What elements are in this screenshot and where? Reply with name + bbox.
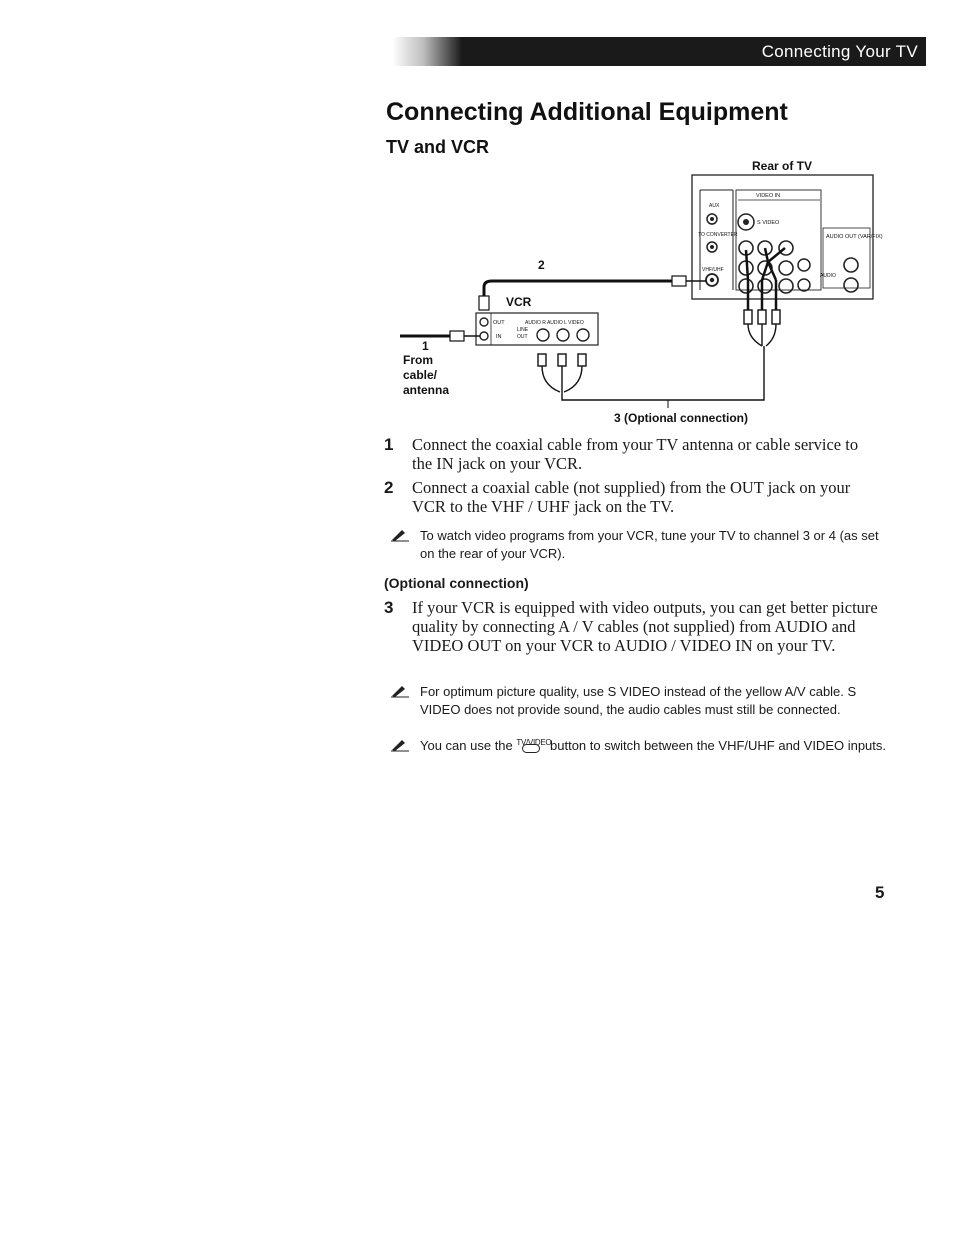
vcr-out-label: OUT	[493, 320, 505, 326]
pencil-note-icon	[390, 738, 410, 752]
header-fade	[392, 37, 462, 66]
note-text: To watch video programs from your VCR, tune your TV to channel 3 or 4 (as set on the rear of your VCR).	[420, 528, 879, 561]
s-video-label: S VIDEO	[757, 220, 780, 226]
step-text: Connect the coaxial cable from your TV antenna or cable service to the IN jack on your VCR.	[412, 435, 859, 473]
section-title: TV and VCR	[386, 137, 490, 157]
step-number: 2	[384, 478, 394, 497]
optional-connection-label: 3 (Optional connection)	[614, 411, 748, 425]
vcr-out-jack	[480, 318, 488, 326]
video-in-label: VIDEO IN	[756, 193, 781, 199]
pencil-note-icon	[390, 528, 410, 542]
running-header: Connecting Your TV	[761, 42, 918, 61]
step-1	[384, 435, 884, 475]
cable-2-label: 2	[538, 258, 545, 272]
cable-label: cable/	[403, 368, 438, 382]
page-number: 5	[875, 883, 885, 902]
vcr-line-label: LINE	[517, 327, 529, 333]
connection-diagram	[380, 150, 900, 430]
audio-out-label: AUDIO OUT (VAR/FIX)	[826, 234, 883, 240]
pencil-note-icon	[390, 684, 410, 698]
audio-label: AUDIO	[820, 273, 836, 279]
vcr-in-jack	[480, 332, 488, 340]
vcr-label: VCR	[506, 295, 532, 309]
step-3	[384, 598, 884, 676]
note-3-before: You can use the	[420, 738, 513, 753]
rear-of-tv-label: Rear of TV	[752, 159, 813, 173]
step-number: 1	[384, 435, 394, 454]
vcr-in-label: IN	[496, 334, 502, 340]
note-3-after: button to switch between the VHF/UHF and VIDEO inputs.	[550, 738, 887, 753]
page-title: Connecting Additional Equipment	[386, 98, 788, 126]
note-2	[390, 683, 890, 721]
antenna-label: antenna	[403, 383, 450, 397]
step-text: Connect a coaxial cable (not supplied) from the OUT jack on your VCR to the VHF / UHF jack on the TV.	[412, 478, 851, 516]
note-text: For optimum picture quality, use S VIDEO instead of the yellow A/V cable. S VIDEO does not provide sound, the audio cables must still be connected.	[420, 684, 857, 717]
note-text	[420, 737, 890, 755]
from-label: From	[403, 353, 433, 367]
vcr-line-out-label: OUT	[517, 334, 528, 340]
tv-video-button-label: TV/VIDEO	[516, 738, 552, 747]
step-number: 3	[384, 598, 394, 617]
vhf-uhf-label: VHF/UHF	[702, 267, 724, 273]
step-text: If your VCR is equipped with video outputs, you can get better picture quality by connecting A / V cables (not supplied) from AUDIO and VIDEO OUT on your VCR to AUDIO / VIDEO IN on your TV.	[412, 598, 878, 655]
tv-video-button-icon	[516, 738, 552, 753]
note-1	[390, 527, 890, 565]
aux-label: AUX	[709, 203, 720, 209]
vcr-jacks-label: AUDIO R AUDIO L VIDEO	[525, 320, 584, 326]
step-2	[384, 478, 884, 518]
cable-1-label: 1	[422, 339, 429, 353]
optional-connection-heading: (Optional connection)	[384, 575, 529, 591]
note-3	[390, 737, 890, 775]
to-converter-label: TO CONVERTER	[698, 232, 738, 238]
